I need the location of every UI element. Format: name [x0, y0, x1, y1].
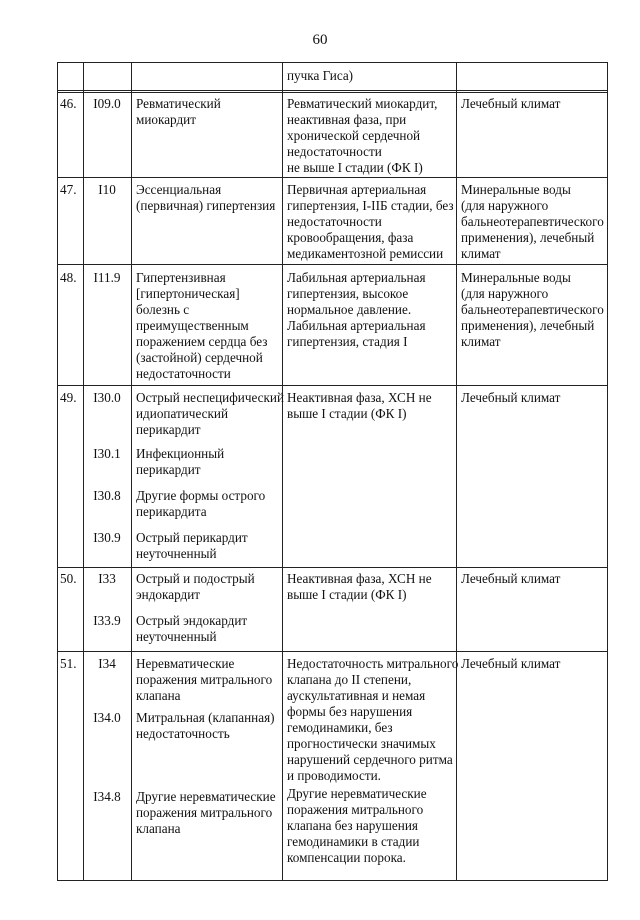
treatment-text: (для наружного	[461, 286, 549, 301]
treatment-text: Лечебный климат	[461, 390, 561, 405]
disease-name: Неревматические	[136, 656, 235, 671]
table-column-border	[57, 62, 58, 880]
condition-text: Неактивная фаза, ХСН не	[287, 571, 432, 586]
disease-name: Острый эндокардит	[136, 613, 248, 628]
condition-text: Недостаточность митрального	[287, 656, 459, 671]
icd-code: I10	[98, 182, 116, 197]
condition-text: Ревматический миокардит,	[287, 96, 438, 111]
condition-text: не выше I стадии (ФК I)	[287, 160, 423, 175]
condition-text: недостаточности	[287, 214, 382, 229]
row-number: 49.	[60, 390, 77, 405]
table-row-border	[57, 385, 608, 386]
disease-name: эндокардит	[136, 587, 201, 602]
disease-name: клапана	[136, 821, 181, 836]
disease-name: преимущественным	[136, 318, 249, 333]
condition-text: выше I стадии (ФК I)	[287, 406, 407, 421]
condition-text: хронической сердечной	[287, 128, 421, 143]
disease-name: перикардита	[136, 504, 207, 519]
condition-text: Лабильная артериальная	[287, 270, 426, 285]
disease-name: идиопатический	[136, 406, 228, 421]
disease-name: недостаточность	[136, 726, 230, 741]
disease-name: (застойной) сердечной	[136, 350, 263, 365]
disease-name: Другие неревматические	[136, 789, 276, 804]
condition-text: медикаментозной ремиссии	[287, 246, 444, 261]
disease-name: Другие формы острого	[136, 488, 266, 503]
condition-text: гипертензия, I-IIБ стадии, без	[287, 198, 454, 213]
disease-name: [гипертоническая]	[136, 286, 240, 301]
disease-name: клапана	[136, 688, 181, 703]
treatment-text: Минеральные воды	[461, 270, 571, 285]
treatment-text: Лечебный климат	[461, 656, 561, 671]
condition-text: Лабильная артериальная	[287, 318, 426, 333]
treatment-text: Лечебный климат	[461, 96, 561, 111]
row-number: 46.	[60, 96, 77, 111]
treatment-text: Минеральные воды	[461, 182, 571, 197]
table-column-border	[456, 62, 457, 880]
treatment-text: применения), лечебный	[461, 230, 595, 245]
condition-text: компенсации порока.	[287, 850, 406, 865]
table-row-border	[57, 880, 608, 881]
disease-name: перикардит	[136, 422, 201, 437]
icd-code: I30.0	[93, 390, 121, 405]
condition-text: клапана до II степени,	[287, 672, 412, 687]
disease-name: перикардит	[136, 462, 201, 477]
disease-name: Острый и подострый	[136, 571, 255, 586]
disease-name: поражением сердца без	[136, 334, 268, 349]
table-column-border	[131, 62, 132, 880]
disease-name: болезнь с	[136, 302, 190, 317]
icd-code: I34.8	[93, 789, 121, 804]
condition-text: нарушений сердечного ритма	[287, 752, 453, 767]
icd-code: I30.1	[93, 446, 121, 461]
row-number: 47.	[60, 182, 77, 197]
condition-text: гемодинамики в стадии	[287, 834, 420, 849]
treatment-text: применения), лечебный	[461, 318, 595, 333]
disease-name: недостаточности	[136, 366, 231, 381]
condition-text: недостаточности	[287, 144, 382, 159]
table-column-border	[282, 62, 283, 880]
row-number: 51.	[60, 656, 77, 671]
condition-text: Первичная артериальная	[287, 182, 427, 197]
treatment-text: бальнеотерапевтического	[461, 214, 604, 229]
icd-code: I11.9	[93, 270, 121, 285]
table-row-border	[57, 264, 608, 265]
treatment-text: климат	[461, 246, 501, 261]
icd-code: I34	[98, 656, 116, 671]
icd-code: I33	[98, 571, 116, 586]
condition-text: пучка Гиса)	[287, 68, 354, 83]
condition-text: и проводимости.	[287, 768, 381, 783]
disease-name: Эссенциальная	[136, 182, 222, 197]
disease-name: Гипертензивная	[136, 270, 226, 285]
table-row-border	[57, 90, 608, 91]
condition-text: формы без нарушения	[287, 704, 413, 719]
disease-name: Острый перикардит	[136, 530, 248, 545]
icd-code: I30.8	[93, 488, 121, 503]
disease-name: неуточненный	[136, 546, 217, 561]
condition-text: неактивная фаза, при	[287, 112, 407, 127]
treatment-text: климат	[461, 334, 501, 349]
disease-name: Острый неспецифический	[136, 390, 285, 405]
icd-code: I34.0	[93, 710, 121, 725]
icd-code: I30.9	[93, 530, 121, 545]
condition-text: аускультативная и немая	[287, 688, 426, 703]
icd-code: I09.0	[93, 96, 121, 111]
condition-text: клапана без нарушения	[287, 818, 418, 833]
disease-name: поражения митрального	[136, 805, 273, 820]
condition-text: гипертензия, стадия I	[287, 334, 408, 349]
disease-name: Ревматический	[136, 96, 221, 111]
disease-name: (первичная) гипертензия	[136, 198, 276, 213]
page-number: 60	[312, 32, 328, 48]
condition-text: кровообращения, фаза	[287, 230, 414, 245]
table-row-border	[57, 177, 608, 178]
treatment-text: Лечебный климат	[461, 571, 561, 586]
condition-text: поражения митрального	[287, 802, 424, 817]
condition-text: Другие неревматические	[287, 786, 427, 801]
condition-text: гипертензия, высокое	[287, 286, 409, 301]
disease-name: поражения митрального	[136, 672, 273, 687]
table-column-border	[607, 62, 608, 880]
table-row-border	[57, 567, 608, 568]
row-number: 48.	[60, 270, 77, 285]
icd-code: I33.9	[93, 613, 121, 628]
condition-text: нормальное давление.	[287, 302, 412, 317]
disease-name: Митральная (клапанная)	[136, 710, 275, 725]
disease-name: миокардит	[136, 112, 197, 127]
condition-text: прогностически значимых	[287, 736, 436, 751]
row-number: 50.	[60, 571, 77, 586]
disease-name: Инфекционный	[136, 446, 225, 461]
condition-text: гемодинамики, без	[287, 720, 393, 735]
table-row-border	[57, 92, 608, 93]
table-row-border	[57, 62, 608, 63]
disease-name: неуточненный	[136, 629, 217, 644]
condition-text: Неактивная фаза, ХСН не	[287, 390, 432, 405]
treatment-text: (для наружного	[461, 198, 549, 213]
table-row-border	[57, 651, 608, 652]
condition-text: выше I стадии (ФК I)	[287, 587, 407, 602]
treatment-text: бальнеотерапевтического	[461, 302, 604, 317]
